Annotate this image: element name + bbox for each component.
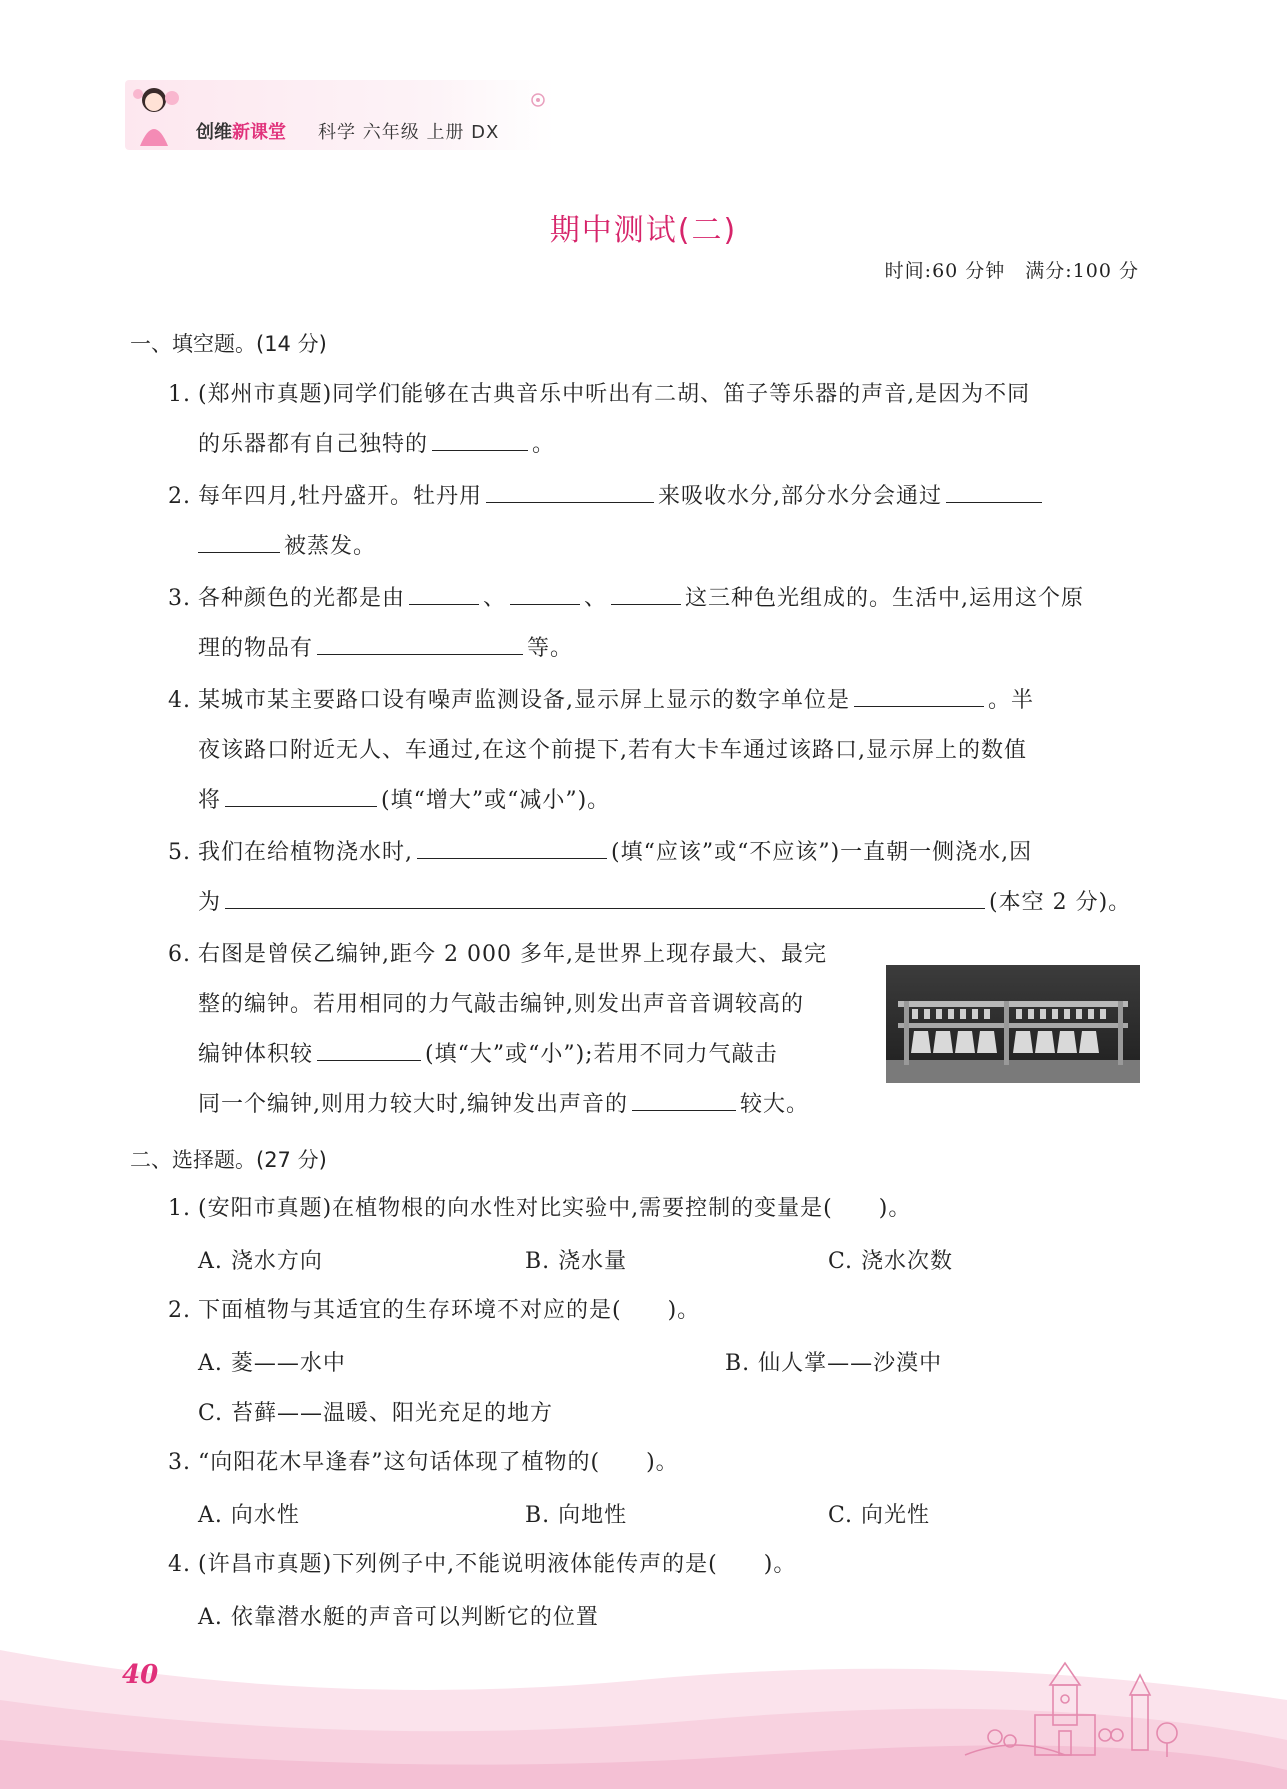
- text: 来吸收水分,部分水分会通过: [658, 484, 942, 509]
- text: (填“应该”或“不应该”)一直朝一侧浇水,因: [611, 840, 1033, 865]
- answer-blank[interactable]: [417, 838, 607, 859]
- exam-meta: 时间:60 分钟 满分:100 分: [884, 260, 1139, 282]
- text: 被蒸发。: [284, 534, 377, 559]
- s2-q2-num: 2.: [168, 1298, 191, 1323]
- answer-blank[interactable]: [611, 584, 681, 605]
- s1-q1-num: 1.: [168, 382, 191, 407]
- s2-q4-num: 4.: [168, 1552, 191, 1577]
- s2-q2-option-b[interactable]: B. 仙人掌——沙漠中: [725, 1351, 943, 1376]
- text: (填“增大”或“减小”)。: [381, 788, 611, 813]
- s2-q2-stem: 下面植物与其适宜的生存环境不对应的是( )。: [198, 1298, 701, 1323]
- answer-blank[interactable]: [409, 584, 479, 605]
- s1-q3-line1: [198, 584, 1084, 614]
- s2-q4-stem: (许昌市真题)下列例子中,不能说明液体能传声的是( )。: [198, 1552, 797, 1577]
- s2-q3-option-a[interactable]: A. 向水性: [198, 1503, 300, 1528]
- text: (本空 2 分)。: [989, 890, 1132, 915]
- answer-blank[interactable]: [317, 1040, 421, 1061]
- text: 、: [483, 586, 507, 611]
- answer-blank[interactable]: [632, 1090, 736, 1111]
- s2-q1-num: 1.: [168, 1196, 191, 1221]
- text: 等。: [527, 636, 574, 661]
- text: 。: [532, 432, 556, 457]
- s1-q3-line2: [198, 634, 573, 664]
- flower-icon: [530, 92, 546, 108]
- text: 理的物品有: [198, 636, 314, 661]
- answer-blank[interactable]: [510, 584, 580, 605]
- text: 同一个编钟,则用力较大时,编钟发出声音的: [198, 1092, 628, 1117]
- text: 某城市某主要路口设有噪声监测设备,显示屏上显示的数字单位是: [198, 688, 850, 713]
- s1-q6-line1: 右图是曾侯乙编钟,距今 2 000 多年,是世界上现存最大、最完: [198, 942, 827, 967]
- s1-q6-line4: [198, 1090, 809, 1120]
- text: 将: [198, 788, 222, 813]
- answer-blank[interactable]: [317, 634, 523, 655]
- s2-q3-option-b[interactable]: B. 向地性: [525, 1503, 628, 1528]
- text: 这三种色光组成的。生活中,运用这个原: [685, 586, 1085, 611]
- s2-q3-stem: “向阳花木早逢春”这句话体现了植物的( )。: [198, 1450, 679, 1475]
- text: 、: [584, 586, 608, 611]
- text: 的乐器都有自己独特的: [198, 432, 429, 457]
- answer-blank[interactable]: [946, 482, 1042, 503]
- text: 各种颜色的光都是由: [198, 586, 406, 611]
- answer-blank[interactable]: [225, 888, 985, 909]
- s1-q4-line1: [198, 686, 1034, 716]
- s2-q3-option-c[interactable]: C. 向光性: [828, 1503, 931, 1528]
- text: 编钟体积较: [198, 1042, 314, 1067]
- s2-q4-option-a[interactable]: A. 依靠潜水艇的声音可以判断它的位置: [198, 1605, 599, 1630]
- s1-q6-num: 6.: [168, 942, 191, 967]
- s1-q5-line1: [198, 838, 1032, 868]
- s1-q1-line1: (郑州市真题)同学们能够在古典音乐中听出有二胡、笛子等乐器的声音,是因为不同: [198, 382, 1031, 407]
- s2-q1-stem: (安阳市真题)在植物根的向水性对比实验中,需要控制的变量是( )。: [198, 1196, 912, 1221]
- s1-q1-line2: [198, 430, 555, 460]
- section2-heading: 二、选择题。(27 分): [130, 1148, 327, 1172]
- s1-q4-line2: 夜该路口附近无人、车通过,在这个前提下,若有大卡车通过该路口,显示屏上的数值: [198, 738, 1027, 763]
- s2-q1-option-c[interactable]: C. 浇水次数: [828, 1249, 954, 1274]
- answer-blank[interactable]: [854, 686, 984, 707]
- exam-title: 期中测试(二): [549, 213, 738, 248]
- s1-q2-line2: [198, 532, 376, 562]
- brand-part1: 创维: [196, 122, 232, 143]
- text: 较大。: [740, 1092, 810, 1117]
- s2-q1-option-a[interactable]: A. 浇水方向: [198, 1249, 323, 1274]
- s1-q2-line1: [198, 482, 1046, 512]
- s1-q2-num: 2.: [168, 484, 191, 509]
- brand-part2: 新课堂: [232, 122, 286, 143]
- text: 为: [198, 890, 222, 915]
- cartoon-girl-icon: [128, 82, 190, 148]
- castle-icon: [955, 1655, 1185, 1765]
- s2-q3-num: 3.: [168, 1450, 191, 1475]
- text: 我们在给植物浇水时,: [198, 840, 413, 865]
- subject-line: 科学 六年级 上册 DX: [318, 122, 500, 143]
- s2-q2-option-c[interactable]: C. 苔藓——温暖、阳光充足的地方: [198, 1401, 554, 1426]
- page-number: 40: [122, 1660, 159, 1690]
- text: 每年四月,牡丹盛开。牡丹用: [198, 484, 482, 509]
- s1-q6-line3: [198, 1040, 778, 1070]
- s1-q6-line2: 整的编钟。若用相同的力气敲击编钟,则发出声音音调较高的: [198, 992, 804, 1017]
- brand-logo: [196, 118, 286, 144]
- chime-bells-photo: [886, 965, 1140, 1083]
- s1-q5-num: 5.: [168, 840, 191, 865]
- answer-blank[interactable]: [432, 430, 528, 451]
- s2-q2-option-a[interactable]: A. 菱——水中: [198, 1351, 346, 1376]
- s1-q4-line3: [198, 786, 610, 816]
- s1-q4-num: 4.: [168, 688, 191, 713]
- s2-q1-option-b[interactable]: B. 浇水量: [525, 1249, 628, 1274]
- answer-blank[interactable]: [198, 532, 280, 553]
- text: (填“大”或“小”);若用不同力气敲击: [425, 1042, 778, 1067]
- s1-q3-num: 3.: [168, 586, 191, 611]
- answer-blank[interactable]: [486, 482, 654, 503]
- text: 。半: [988, 688, 1035, 713]
- answer-blank[interactable]: [225, 786, 377, 807]
- s1-q5-line2: [198, 888, 1131, 918]
- section1-heading: 一、填空题。(14 分): [130, 332, 327, 356]
